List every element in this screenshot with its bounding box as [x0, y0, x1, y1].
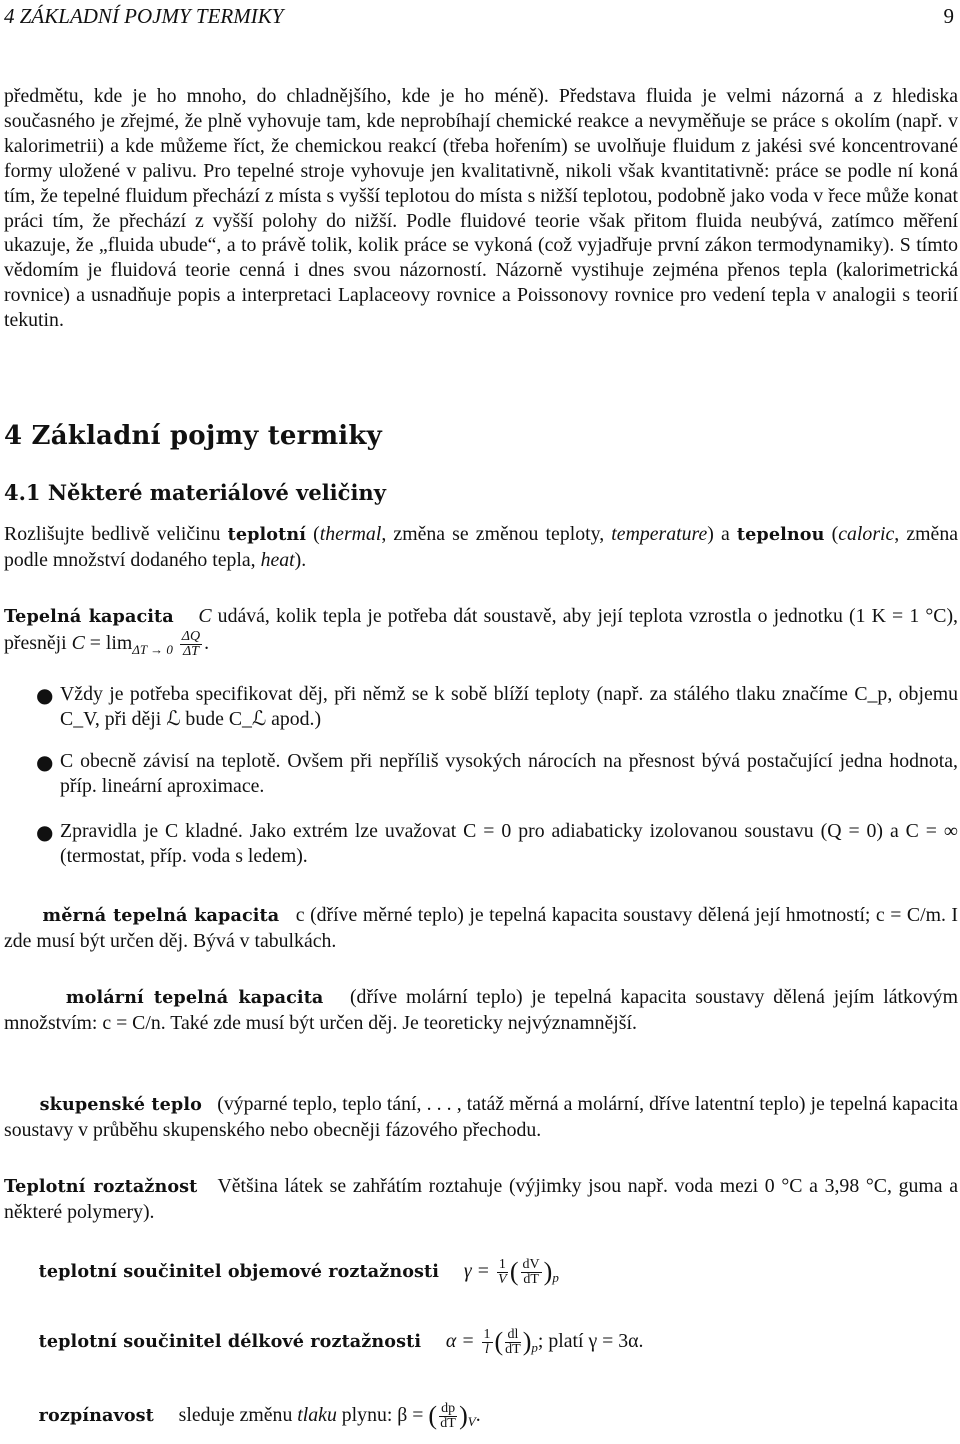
volume-expansion-coefficient: teplotní součinitel objemové roztažnosti γ = $\frac{1}{V}$ ( $\frac{dV}{dT}$ )$_p$	[38, 1257, 559, 1287]
fraction-dq-dt: $\frac{\Delta Q}{\Delta T}$	[181, 628, 201, 659]
header-title: 4 ZÁKLADNÍ POJMY TERMIKY	[4, 4, 284, 28]
running-header	[4, 4, 954, 34]
page-number: 9	[943, 4, 954, 28]
bullet-item-2: C obecně závisí na teplotě. Ovšem při nepříliš vysokých nárocích na přesnost bývá postačující jedna hodnota, příp. lineární aproximace.	[60, 750, 958, 797]
bullet-icon: ●	[36, 750, 54, 774]
term-expansivity: rozpínavost	[38, 1405, 154, 1427]
term-linear-expansion: teplotní součinitel délkové roztažnosti	[38, 1331, 422, 1353]
intro-paragraph: předmětu, kde je ho mnoho, do chladnějšího, kde je ho méně). Představa fluida je velmi názorná a z hlediska současného je zřejmé, že plně vyhovuje tam, kde neprobíhají chemické reakce a nevyměňuje se práce s okolím (např. v kalorimetrii) a kde můžeme říct, že chemickou reakcí (třeba hořením) se uvolňuje fluidum z jakési své koncentrované formy uložené v palivu. Pro tepelné stroje vyhovuje jen kvalitativně, nikoli však kvantitativně: práce se podle ní koná tím, že tepelné fluidum přechází z místa s vyšší teplotou do místa s nižší teplotou, podobně jako voda v řece může konat práci tím, že přechází z vyšší polohy do nižší. Podle fluidové teorie však přitom fluida neubývá, zatímco měření ukazuje, že „fluida ubude“, a to právě tolik, kolik práce se vykoná (což vyjadřuje první zákon termodynamiky). S tímto vědomím je fluidová teorie cenná i dnes svou názorností. Názorně vystihuje zejména přenos tepla (kalorimetrická rovnice) a usnadňuje popis a interpretaci Laplaceovy rovnice a Poissonovy rovnice pro vedení tepla v analogii s teorií tekutin.	[4, 85, 958, 332]
bullet-item-3: Zpravidla je C kladné. Jako extrém lze uvažovat C = 0 pro adiabaticky izolovanou soustavu (Q = 0) a C = ∞ (termostat, příp. voda s ledem).	[60, 820, 958, 867]
bullet-icon: ●	[36, 820, 54, 844]
bullet-icon: ●	[36, 683, 54, 707]
subsection-heading: 4.1 Některé materiálové veličiny	[4, 480, 386, 505]
specific-heat-definition: měrná tepelná kapacita c (dříve měrné teplo) je tepelná kapacita soustavy dělená její hmotností; c = C/m. I zde musí být určen děj. Bývá v tabulkách.	[4, 904, 958, 952]
term-latent-heat: skupenské teplo	[39, 1094, 202, 1115]
latent-heat-definition: skupenské teplo (výparné teplo, teplo tání, . . . , tatáž měrná a molární, dříve latentní teplo) je tepelná kapacita soustavy v průběhu skupenského nebo obecněji fázového přechodu.	[4, 1093, 958, 1141]
term-volume-expansion: teplotní součinitel objemové roztažnosti	[38, 1261, 440, 1283]
term-heat-capacity: Tepelná kapacita	[4, 606, 174, 627]
distinction-paragraph: Rozlišujte bedlivě veličinu teplotní (thermal, změna se změnou teploty, temperature) a tepelnou (caloric, změna podle množství dodaného tepla, heat).	[4, 523, 958, 571]
thermal-expansion-definition: Teplotní roztažnost Většina látek se zahřátím roztahuje (výjimky jsou např. voda mezi 0 °C a 3,98 °C, guma a některé polymery).	[4, 1175, 959, 1223]
heat-capacity-definition: Tepelná kapacita C udává, kolik tepla je potřeba dát soustavě, aby její teplota vzrostla o jednotku (1 K = 1 °C), přesněji $C = \lim_{\Delta T \to 0}$ $\frac{\Delta Q}{\Delta T}$ .	[4, 605, 959, 659]
section-heading: 4 Základní pojmy termiky	[4, 421, 382, 451]
term-specific-heat: měrná tepelná kapacita	[42, 905, 280, 926]
linear-expansion-coefficient: teplotní součinitel délkové roztažnosti α = $\frac{1}{l}$ ( $\frac{dl}{dT}$ )$_p$; platí γ = 3α.	[38, 1327, 644, 1357]
bullet-item-1: Vždy je potřeba specifikovat děj, při němž se k sobě blíží teploty (např. za stálého tlaku značíme C_p, objemu C_V, při ději ℒ bude C_ℒ apod.)	[60, 683, 958, 730]
molar-heat-definition: molární tepelná kapacita (dříve molární teplo) je tepelná kapacita soustavy dělená jejím látkovým množstvím: c = C/n. Také zde musí být určen děj. Je teoreticky nejvýznamnější.	[4, 986, 958, 1034]
term-molar-heat: molární tepelná kapacita	[65, 987, 324, 1008]
term-thermal-expansion: Teplotní roztažnost	[4, 1176, 198, 1197]
expansivity-definition: rozpínavost sleduje změnu tlaku plynu: β = ( $\frac{dp}{dT}$ )$_V$.	[38, 1401, 481, 1431]
